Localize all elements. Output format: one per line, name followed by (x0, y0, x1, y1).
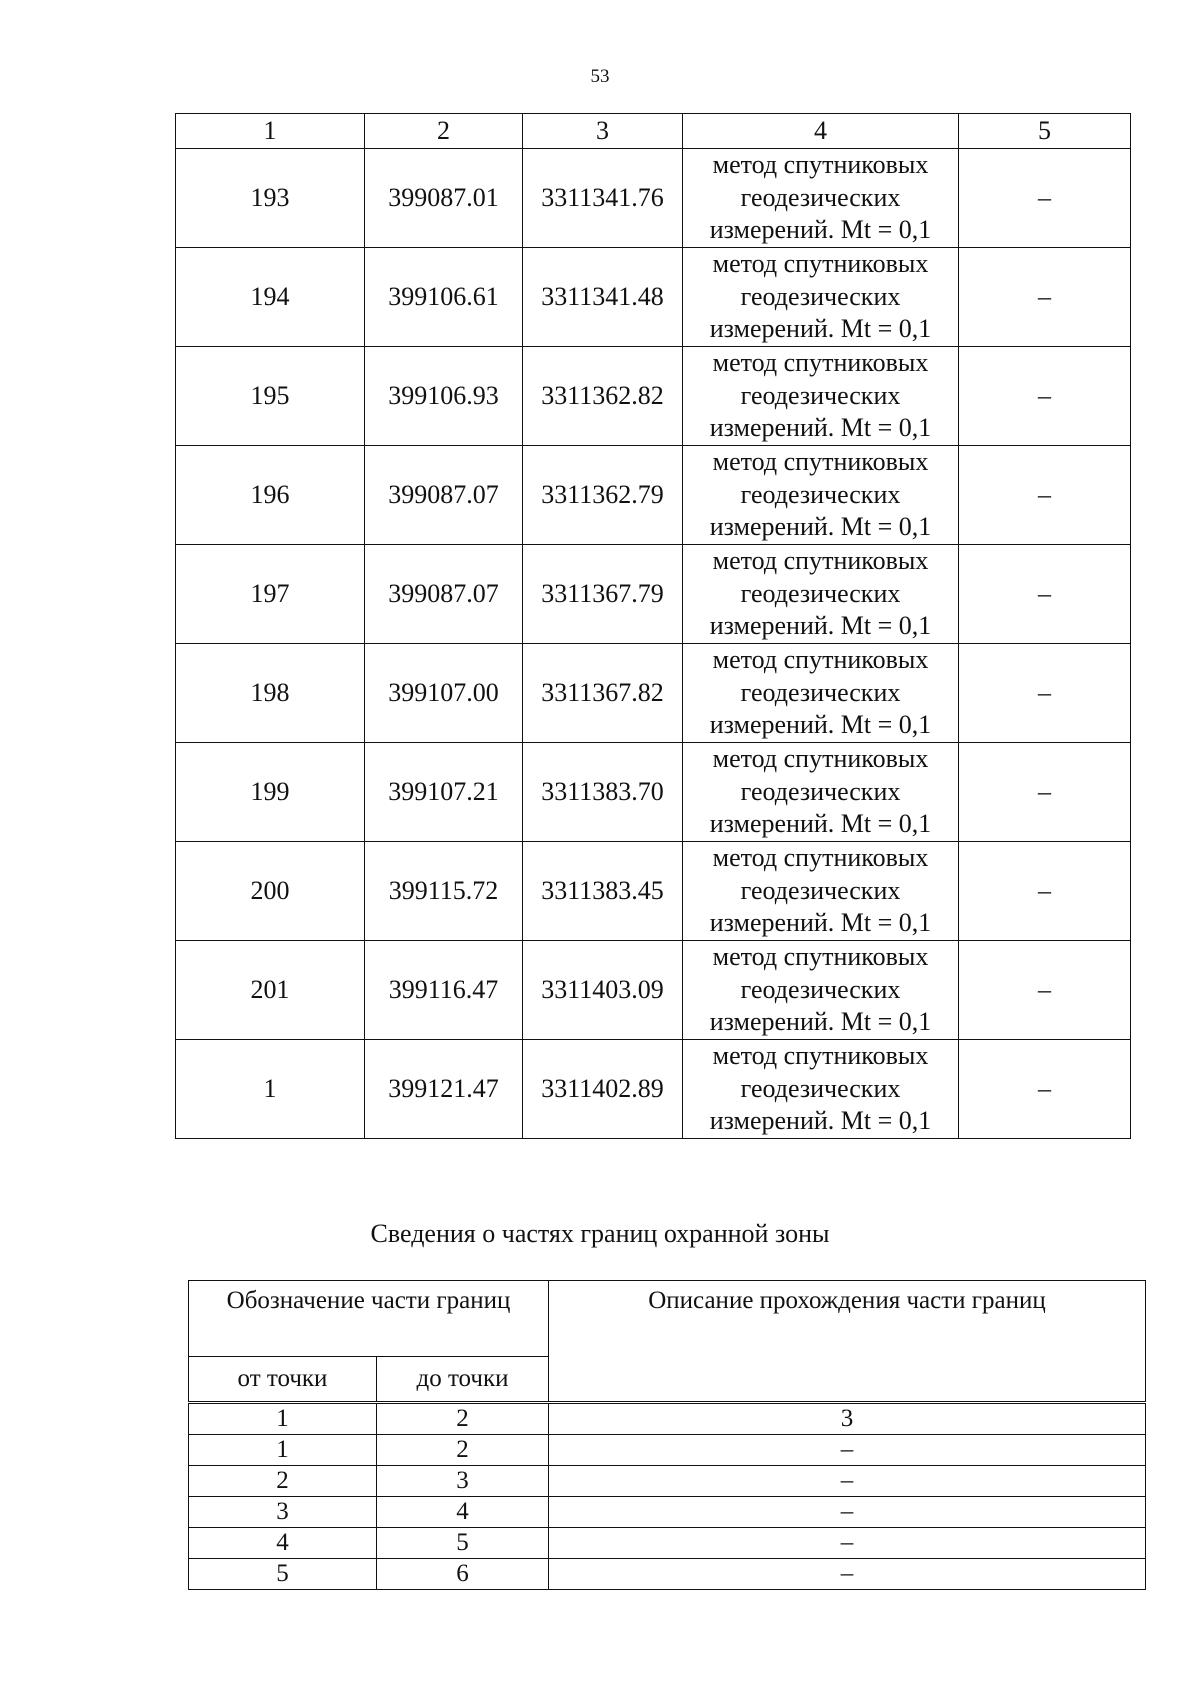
point-number-cell: 194 (176, 248, 365, 347)
x-coordinate-cell: 399115.72 (365, 842, 523, 941)
note-cell: – (959, 842, 1131, 941)
column-number-header: 3 (523, 114, 683, 149)
column-number: 3 (549, 1404, 1146, 1435)
note-cell: – (959, 644, 1131, 743)
method-cell (683, 248, 959, 347)
y-coordinate-cell: 3311362.82 (523, 347, 683, 446)
method-cell (683, 941, 959, 1040)
description-cell: – (549, 1559, 1146, 1590)
method-line: измерений. Mt = 0,1 (709, 908, 932, 938)
method-cell (683, 644, 959, 743)
method-line: измерений. Mt = 0,1 (709, 512, 932, 542)
method-cell (683, 842, 959, 941)
from-point-cell: 5 (189, 1559, 377, 1590)
section-title: Сведения о частях границ охранной зоны (370, 1219, 830, 1248)
table-row (176, 446, 1131, 545)
x-coordinate-cell: 399107.21 (365, 743, 523, 842)
x-coordinate-cell: 399087.07 (365, 446, 523, 545)
method-line: измерений. Mt = 0,1 (709, 413, 932, 443)
table-row (176, 347, 1131, 446)
method-line: метод спутниковых (712, 348, 929, 378)
point-number-cell: 198 (176, 644, 365, 743)
method-line: геодезических (740, 1073, 901, 1103)
from-point-cell: 1 (189, 1435, 377, 1466)
table-row (176, 644, 1131, 743)
method-line: геодезических (740, 182, 901, 212)
x-coordinate-cell: 399106.61 (365, 248, 523, 347)
x-coordinate-cell: 399087.01 (365, 149, 523, 248)
method-line: метод спутниковых (712, 645, 929, 675)
method-line: измерений. Mt = 0,1 (709, 1007, 932, 1037)
to-point-header: до точки (377, 1357, 549, 1402)
table-row (189, 1466, 1146, 1497)
to-point-cell: 6 (377, 1559, 549, 1590)
x-coordinate-cell: 399107.00 (365, 644, 523, 743)
method-line: метод спутниковых (712, 447, 929, 477)
x-coordinate-cell: 399116.47 (365, 941, 523, 1040)
column-number-row (189, 1404, 1146, 1435)
method-line: геодезических (740, 776, 901, 806)
point-number-cell: 195 (176, 347, 365, 446)
method-line: геодезических (740, 578, 901, 608)
boundary-part-designation-header: Обозначение части границ (189, 1281, 549, 1357)
point-number-cell: 200 (176, 842, 365, 941)
method-line: измерений. Mt = 0,1 (709, 215, 932, 245)
method-line: геодезических (740, 875, 901, 905)
table-row (176, 1040, 1131, 1139)
method-line: метод спутниковых (712, 843, 929, 873)
x-coordinate-cell: 399121.47 (365, 1040, 523, 1139)
method-line: метод спутниковых (712, 942, 929, 972)
from-point-cell: 4 (189, 1528, 377, 1559)
method-line: геодезических (740, 677, 901, 707)
column-number-header: 5 (959, 114, 1131, 149)
method-line: метод спутниковых (712, 249, 929, 279)
method-cell (683, 446, 959, 545)
method-line: геодезических (740, 974, 901, 1004)
method-line: измерений. Mt = 0,1 (709, 710, 932, 740)
method-cell (683, 149, 959, 248)
point-number-cell: 1 (176, 1040, 365, 1139)
note-cell: – (959, 941, 1131, 1040)
y-coordinate-cell: 3311402.89 (523, 1040, 683, 1139)
note-cell: – (959, 347, 1131, 446)
note-cell: – (959, 248, 1131, 347)
point-number-cell: 199 (176, 743, 365, 842)
table-row (176, 743, 1131, 842)
column-number-header: 2 (365, 114, 523, 149)
column-number: 1 (189, 1404, 377, 1435)
point-number-cell: 193 (176, 149, 365, 248)
note-cell: – (959, 545, 1131, 644)
point-number-cell: 196 (176, 446, 365, 545)
table-row (176, 149, 1131, 248)
note-cell: – (959, 743, 1131, 842)
column-number-header: 4 (683, 114, 959, 149)
description-cell: – (549, 1497, 1146, 1528)
y-coordinate-cell: 3311403.09 (523, 941, 683, 1040)
y-coordinate-cell: 3311367.82 (523, 644, 683, 743)
page-number: 53 (590, 66, 610, 87)
to-point-cell: 5 (377, 1528, 549, 1559)
column-number-header: 1 (176, 114, 365, 149)
table-row (189, 1497, 1146, 1528)
table-row (176, 941, 1131, 1040)
to-point-cell: 3 (377, 1466, 549, 1497)
description-cell: – (549, 1435, 1146, 1466)
method-cell (683, 545, 959, 644)
boundary-part-description-header: Описание прохождения части границ (549, 1281, 1146, 1402)
column-number: 2 (377, 1404, 549, 1435)
method-cell (683, 743, 959, 842)
y-coordinate-cell: 3311367.79 (523, 545, 683, 644)
note-cell: – (959, 149, 1131, 248)
method-line: метод спутниковых (712, 1041, 929, 1071)
method-line: измерений. Mt = 0,1 (709, 314, 932, 344)
y-coordinate-cell: 3311341.48 (523, 248, 683, 347)
point-number-cell: 197 (176, 545, 365, 644)
table-header-row (176, 114, 1131, 149)
method-cell (683, 347, 959, 446)
x-coordinate-cell: 399087.07 (365, 545, 523, 644)
method-line: измерений. Mt = 0,1 (709, 1106, 932, 1136)
boundary-parts-header (188, 1280, 1146, 1402)
method-line: метод спутниковых (712, 546, 929, 576)
table-row (189, 1435, 1146, 1466)
note-cell: – (959, 446, 1131, 545)
method-line: геодезических (740, 479, 901, 509)
boundary-parts-table (188, 1403, 1146, 1590)
table-row (176, 842, 1131, 941)
description-cell: – (549, 1466, 1146, 1497)
table-row (176, 248, 1131, 347)
method-cell (683, 1040, 959, 1139)
method-line: метод спутниковых (712, 150, 929, 180)
from-point-cell: 3 (189, 1497, 377, 1528)
y-coordinate-cell: 3311362.79 (523, 446, 683, 545)
from-point-header: от точки (189, 1357, 377, 1402)
to-point-cell: 2 (377, 1435, 549, 1466)
method-line: метод спутниковых (712, 744, 929, 774)
y-coordinate-cell: 3311383.70 (523, 743, 683, 842)
method-line: геодезических (740, 281, 901, 311)
to-point-cell: 4 (377, 1497, 549, 1528)
method-line: измерений. Mt = 0,1 (709, 809, 932, 839)
method-line: геодезических (740, 380, 901, 410)
note-cell: – (959, 1040, 1131, 1139)
header-row-top (189, 1281, 1146, 1357)
x-coordinate-cell: 399106.93 (365, 347, 523, 446)
coordinates-table (175, 113, 1131, 1139)
method-line: измерений. Mt = 0,1 (709, 611, 932, 641)
y-coordinate-cell: 3311383.45 (523, 842, 683, 941)
y-coordinate-cell: 3311341.76 (523, 149, 683, 248)
table-row (189, 1528, 1146, 1559)
table-row (189, 1559, 1146, 1590)
from-point-cell: 2 (189, 1466, 377, 1497)
point-number-cell: 201 (176, 941, 365, 1040)
table-row (176, 545, 1131, 644)
description-cell: – (549, 1528, 1146, 1559)
